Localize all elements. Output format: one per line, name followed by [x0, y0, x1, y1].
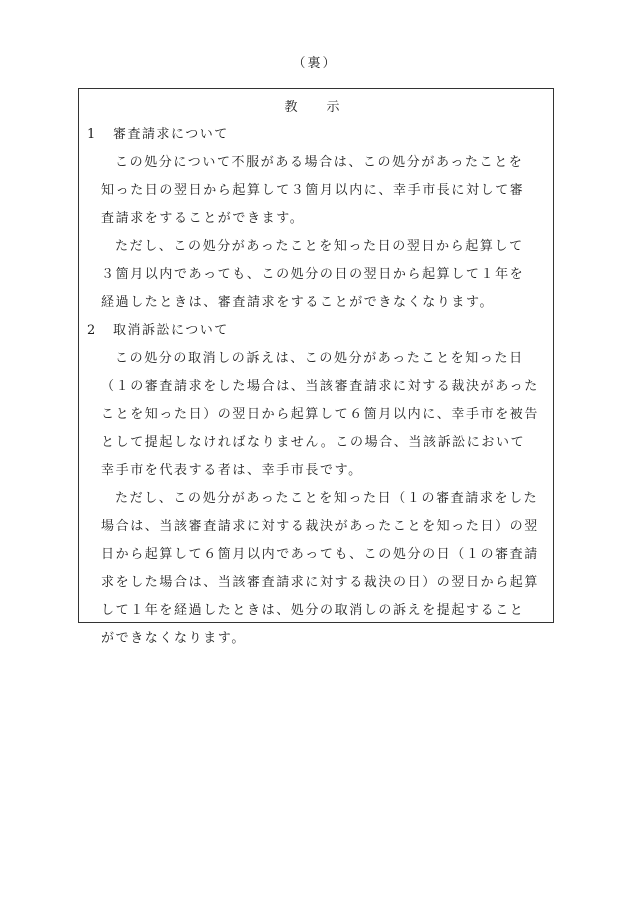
section-heading: 取消訴訟について [113, 323, 229, 338]
text-line: （１の審査請求をした場合は、当該審査請求に対する裁決があった [101, 379, 539, 394]
text-line: ことを知った日）の翌日から起算して６箇月以内に、幸手市を被告 [101, 407, 540, 422]
section-number: 2 [87, 323, 97, 338]
paragraph [87, 485, 545, 653]
section-heading: 審査請求について [113, 127, 229, 142]
text-line: して１年を経過したときは、処分の取消しの訴えを提起すること [101, 603, 525, 618]
text-line: 幸手市を代表する者は、幸手市長です。 [101, 463, 363, 478]
text-line: 査請求をすることができます。 [101, 211, 305, 226]
paragraph [87, 149, 545, 233]
paragraph [87, 345, 545, 485]
notice-title: 教 示 [284, 100, 348, 115]
page-heading: （裏） [292, 56, 338, 71]
section-lawsuit [87, 317, 545, 653]
notice-box [78, 88, 554, 646]
text-line: 知った日の翌日から起算して３箇月以内に、幸手市長に対して審 [101, 183, 525, 198]
paragraph [87, 233, 545, 317]
text-line: として提起しなければなりません。この場合、当該訴訟において [101, 435, 526, 450]
text-line: 経過したときは、審査請求をすることができなくなります。 [101, 295, 495, 310]
text-line: ただし、この処分があったことを知った日（１の審査請求をした [115, 491, 539, 506]
section-title [87, 317, 545, 345]
text-line: ただし、この処分があったことを知った日の翌日から起算して [115, 239, 524, 254]
section-title [87, 121, 545, 149]
text-line: ができなくなります。 [101, 631, 246, 646]
text-line: この処分について不服がある場合は、この処分があったことを [115, 155, 524, 170]
section-appeal [87, 121, 545, 317]
text-line: 日から起算して６箇月以内であっても、この処分の日（１の審査請 [101, 547, 539, 562]
section-number: 1 [87, 127, 97, 142]
text-line: 求をした場合は、当該審査請求に対する裁決の日）の翌日から起算 [101, 575, 540, 590]
text-line: 場合は、当該審査請求に対する裁決があったことを知った日）の翌 [101, 519, 539, 534]
text-line: ３箇月以内であっても、この処分の日の翌日から起算して１年を [101, 267, 525, 282]
text-line: この処分の取消しの訴えは、この処分があったことを知った日 [115, 351, 524, 366]
